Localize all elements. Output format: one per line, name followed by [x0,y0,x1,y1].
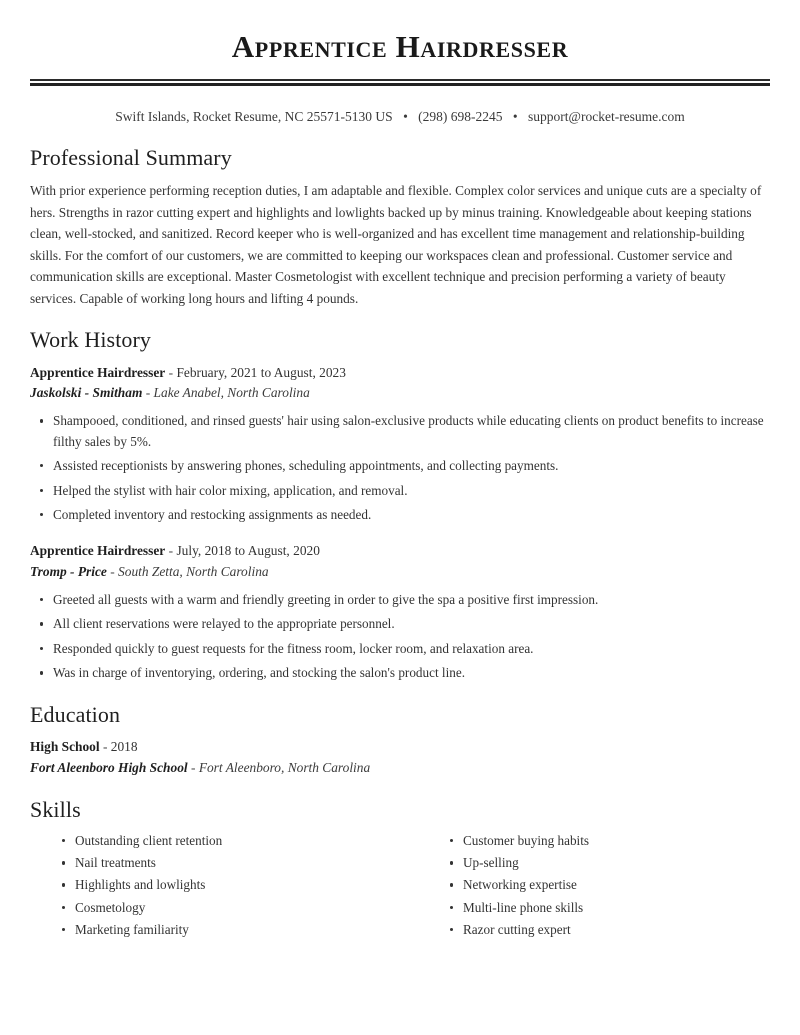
education-degree-line [30,737,770,758]
job-company-line [30,562,770,583]
education-degree: High School [30,739,100,755]
section-education [30,702,770,779]
skill-item: Up-selling [463,854,770,872]
job-company-separator: - [110,564,115,580]
job-bullet: Completed inventory and restocking assignments as needed. [53,505,770,525]
education-location: Fort Aleenboro, North Carolina [198,759,371,775]
job-title: Apprentice Hairdresser [30,364,166,380]
skills-columns [30,832,770,943]
section-heading-summary: Professional Summary [30,144,232,170]
section-heading-education: Education [30,701,121,727]
section-professional-summary [30,145,770,310]
skill-item: Multi-line phone skills [463,899,770,917]
job-company-line [30,383,770,404]
section-heading-work-history: Work History [30,327,152,353]
job-bullet: Responded quickly to guest requests for the fitness room, locker room, and relaxation area. [53,639,770,659]
education-school-line [30,758,770,779]
job-title-separator: - [168,364,174,380]
skill-item: Networking expertise [463,876,770,894]
job-bullet-list [30,590,770,684]
skill-item: Outstanding client retention [75,832,400,850]
job-company: Tromp - Price [30,564,107,580]
education-degree-separator: - [102,739,108,755]
job-dates: February, 2021 to August, 2023 [176,364,346,380]
education-school: Fort Aleenboro High School [30,759,188,775]
work-history-entry [30,541,770,683]
skills-column-right [400,832,770,943]
contact-address: Swift Islands, Rocket Resume, NC 25571-5130 US [115,108,393,124]
job-bullet: Helped the stylist with hair color mixing, application, and removal. [53,481,770,501]
job-bullet: Assisted receptionists by answering phones, scheduling appointments, and collecting payments. [53,456,770,476]
job-bullet: All client reservations were relayed to the appropriate personnel. [53,614,770,634]
job-location: Lake Anabel, North Carolina [153,385,310,401]
job-title-line [30,363,770,384]
job-company-separator: - [145,385,151,401]
skills-column-left [30,832,400,943]
header-divider [30,79,770,86]
skill-item: Razor cutting expert [463,921,770,939]
section-work-history [30,327,770,684]
job-company: Jaskolski - Smitham [30,385,143,401]
contact-phone: (298) 698-2245 [418,108,503,124]
job-title-separator: - [168,543,174,559]
section-skills [30,797,770,943]
job-location: South Zetta, North Carolina [118,564,269,580]
skill-item: Cosmetology [75,899,400,917]
job-bullet: Shampooed, conditioned, and rinsed guests' hair using salon-exclusive products while educating clients on product benefits to increase filthy sales by 5%. [53,411,770,452]
job-bullet: Greeted all guests with a warm and friendly greeting in order to give the spa a positive first impression. [53,590,770,610]
skill-item: Customer buying habits [463,832,770,850]
contact-separator-1: • [403,108,408,124]
header-divider-bottom-rule [30,83,770,86]
education-entry [30,737,770,779]
skill-item: Nail treatments [75,854,400,872]
job-bullet: Was in charge of inventorying, ordering, and stocking the salon's product line. [53,663,770,683]
contact-line [30,108,770,127]
page-title: Apprentice Hairdresser [231,29,569,64]
contact-email: support@rocket-resume.com [528,108,685,124]
contact-separator-2: • [512,108,518,124]
skill-item: Marketing familiarity [75,921,400,939]
education-year: 2018 [110,739,138,755]
skills-list-left [30,832,400,938]
skill-item: Highlights and lowlights [75,876,400,894]
job-bullet-list [30,411,770,525]
job-dates: July, 2018 to August, 2020 [176,543,320,559]
section-heading-skills: Skills [30,796,81,822]
job-title: Apprentice Hairdresser [30,543,166,559]
summary-text: With prior experience performing reception duties, I am adaptable and flexible. Complex color services and unique cuts are a specialty of hers. Strengths in razor cutting expert and highlights and lowlights backed up by minus training. Knowledgeable about keeping stations clean, well-stocked, and sanitized. Record keeper who is well-organized and has excellent time management and relationship-building skills. For the comfort of our customers, we are committed to keeping our workspaces clean and professional. Customer service and communication skills are exceptional. Master Cosmetologist with excellent technique and precision performing a variety of beauty services. Capable of working long hours and lifting 4 pounds. [30,183,762,306]
job-title-line [30,541,770,562]
skills-list-right [418,832,770,938]
education-school-separator: - [190,759,196,775]
work-history-entry [30,363,770,526]
